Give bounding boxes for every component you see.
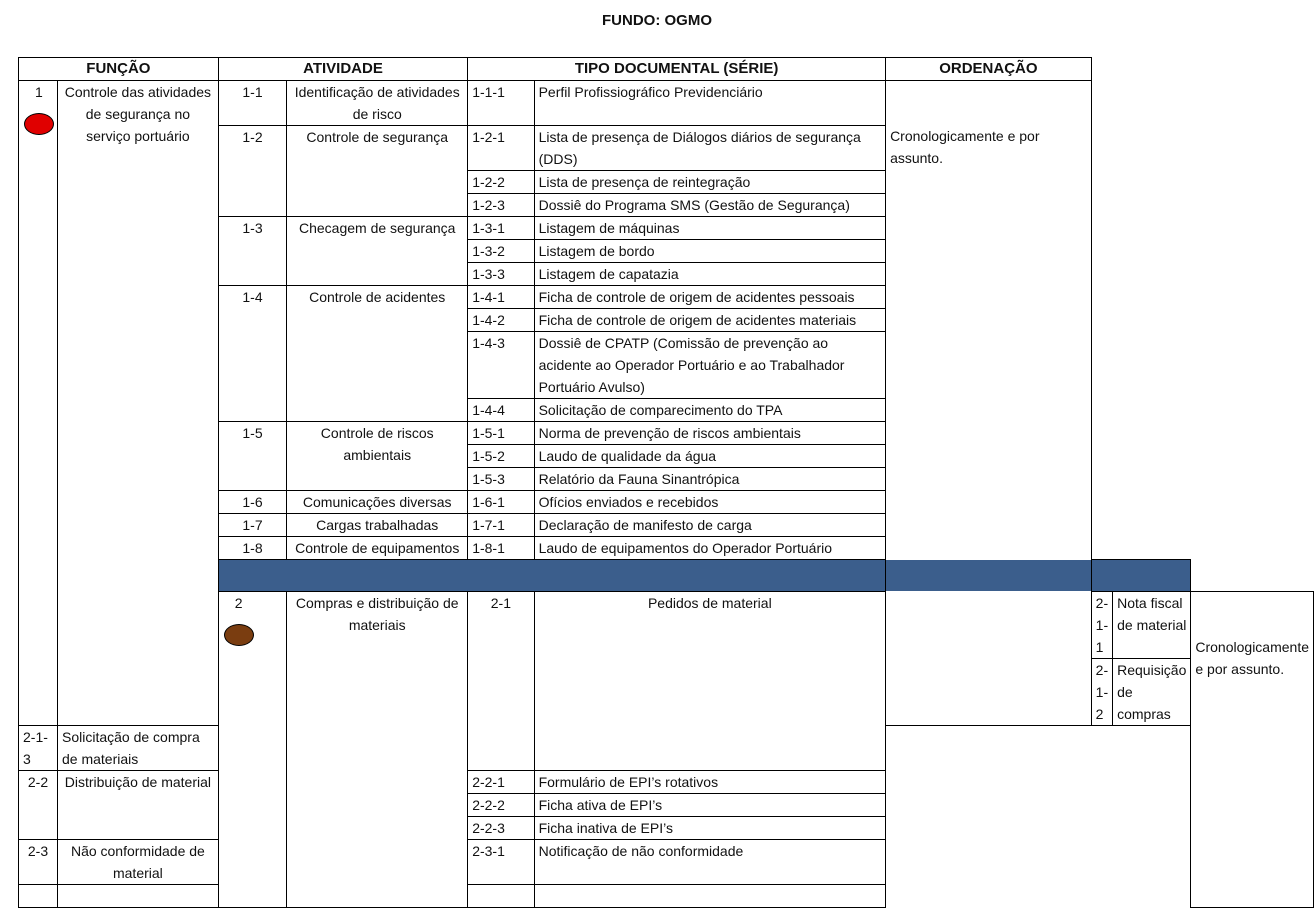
doc-code: 1-5-2 (468, 445, 534, 468)
doc-name: Ficha ativa de EPI’s (534, 794, 885, 817)
doc-name: Requisição de compras (1113, 659, 1191, 726)
doc-code: 1-6-1 (468, 491, 534, 514)
activity-name: Checagem de segurança (287, 217, 468, 286)
header-atividade: ATIVIDADE (218, 58, 467, 81)
doc-code: 1-3-3 (468, 263, 534, 286)
function-name: Controle das atividades de segurança no serviço portuário (58, 81, 219, 726)
doc-name: Notificação de não conformidade (534, 840, 885, 885)
doc-code: 1-3-1 (468, 217, 534, 240)
doc-code: 1-5-3 (468, 468, 534, 491)
function-name: Compras e distribuição de materiais (287, 592, 468, 908)
doc-code: 2-3-1 (468, 840, 534, 885)
activity-code: 2-2 (19, 771, 58, 840)
separator-band (218, 560, 1191, 592)
header-ordenacao: ORDENAÇÃO (886, 58, 1092, 81)
function-number: 1 (35, 84, 43, 100)
doc-code: 2-2-1 (468, 771, 534, 794)
doc-name: Ficha inativa de EPI’s (534, 817, 885, 840)
activity-name: Cargas trabalhadas (287, 514, 468, 537)
doc-name: Dossiê do Programa SMS (Gestão de Segurança) (534, 194, 885, 217)
doc-code: 1-4-4 (468, 399, 534, 422)
activity-code: 1-3 (218, 217, 286, 286)
doc-name: Ficha de controle de origem de acidentes materiais (534, 309, 885, 332)
doc-name: Laudo de qualidade da água (534, 445, 885, 468)
doc-name: Listagem de bordo (534, 240, 885, 263)
activity-name: Pedidos de material (534, 592, 885, 771)
activity-code: 1-4 (218, 286, 286, 422)
doc-name: Listagem de máquinas (534, 217, 885, 240)
header-funcao: FUNÇÃO (19, 58, 219, 81)
doc-code: 1-2-1 (468, 126, 534, 171)
header-tipo-documental: TIPO DOCUMENTAL (SÉRIE) (468, 58, 886, 81)
brown-circle-icon (224, 624, 254, 646)
doc-name: Solicitação de comparecimento do TPA (534, 399, 885, 422)
doc-code: 2-1-2 (1091, 659, 1112, 726)
function-number: 2 (234, 595, 243, 611)
activity-code: 1-6 (218, 491, 286, 514)
red-circle-icon (24, 113, 54, 135)
doc-name: Ficha de controle de origem de acidentes pessoais (534, 286, 885, 309)
doc-name: Listagem de capatazia (534, 263, 885, 286)
page-title: FUNDO: OGMO (602, 12, 712, 29)
activity-code: 1-7 (218, 514, 286, 537)
activity-code: 1-8 (218, 537, 286, 560)
ordenacao-cell: Cronologicamente e por assunto. (1191, 592, 1314, 908)
doc-code: 1-2-3 (468, 194, 534, 217)
empty-cell (468, 885, 534, 908)
activity-name: Distribuição de material (58, 771, 219, 840)
empty-cell (58, 885, 219, 908)
activity-name: Controle de equipamentos (287, 537, 468, 560)
function-number-cell (218, 592, 286, 908)
doc-code: 2-2-2 (468, 794, 534, 817)
table-row (19, 885, 1314, 908)
doc-code: 1-5-1 (468, 422, 534, 445)
doc-name: Solicitação de compra de materiais (58, 726, 219, 771)
doc-name: Formulário de EPI’s rotativos (534, 771, 885, 794)
doc-name: Relatório da Fauna Sinantrópica (534, 468, 885, 491)
doc-code: 2-2-3 (468, 817, 534, 840)
function-number-cell (19, 81, 58, 726)
activity-code: 2-3 (19, 840, 58, 885)
table-row (19, 771, 1314, 794)
activity-code: 1-1 (218, 81, 286, 126)
doc-name: Norma de prevenção de riscos ambientais (534, 422, 885, 445)
doc-name: Perfil Profissiográfico Previdenciário (534, 81, 885, 126)
header-row (19, 58, 1314, 81)
doc-code: 1-2-2 (468, 171, 534, 194)
doc-code: 1-8-1 (468, 537, 534, 560)
doc-code: 1-4-1 (468, 286, 534, 309)
table-row (19, 81, 1314, 126)
activity-name: Não conformidade de material (58, 840, 219, 885)
doc-name: Declaração de manifesto de carga (534, 514, 885, 537)
doc-code: 2-1-3 (19, 726, 58, 771)
table-row (19, 840, 1314, 885)
doc-name: Laudo de equipamentos do Operador Portuário (534, 537, 885, 560)
doc-code: 1-7-1 (468, 514, 534, 537)
doc-name: Lista de presença de reintegração (534, 171, 885, 194)
doc-code: 2-1-1 (1091, 592, 1112, 659)
activity-code: 1-5 (218, 422, 286, 491)
activity-name: Identificação de atividades de risco (287, 81, 468, 126)
doc-code: 1-4-2 (468, 309, 534, 332)
activity-name: Controle de riscos ambientais (287, 422, 468, 491)
doc-code: 1-4-3 (468, 332, 534, 399)
doc-name: Dossiê de CPATP (Comissão de prevenção ao acidente ao Operador Portuário e ao Trabalhador Portuário Avulso) (534, 332, 885, 399)
empty-cell (534, 885, 885, 908)
empty-cell (19, 885, 58, 908)
classification-table (18, 57, 1314, 908)
activity-name: Controle de acidentes (287, 286, 468, 422)
activity-name: Comunicações diversas (287, 491, 468, 514)
activity-code: 1-2 (218, 126, 286, 217)
doc-code: 1-3-2 (468, 240, 534, 263)
ordenacao-cell: Cronologicamente e por assunto. (886, 81, 1092, 726)
activity-name: Controle de segurança (287, 126, 468, 217)
doc-name: Lista de presença de Diálogos diários de segurança (DDS) (534, 126, 885, 171)
doc-name: Ofícios enviados e recebidos (534, 491, 885, 514)
doc-code: 1-1-1 (468, 81, 534, 126)
doc-name: Nota fiscal de material (1113, 592, 1191, 659)
activity-code: 2-1 (468, 592, 534, 771)
